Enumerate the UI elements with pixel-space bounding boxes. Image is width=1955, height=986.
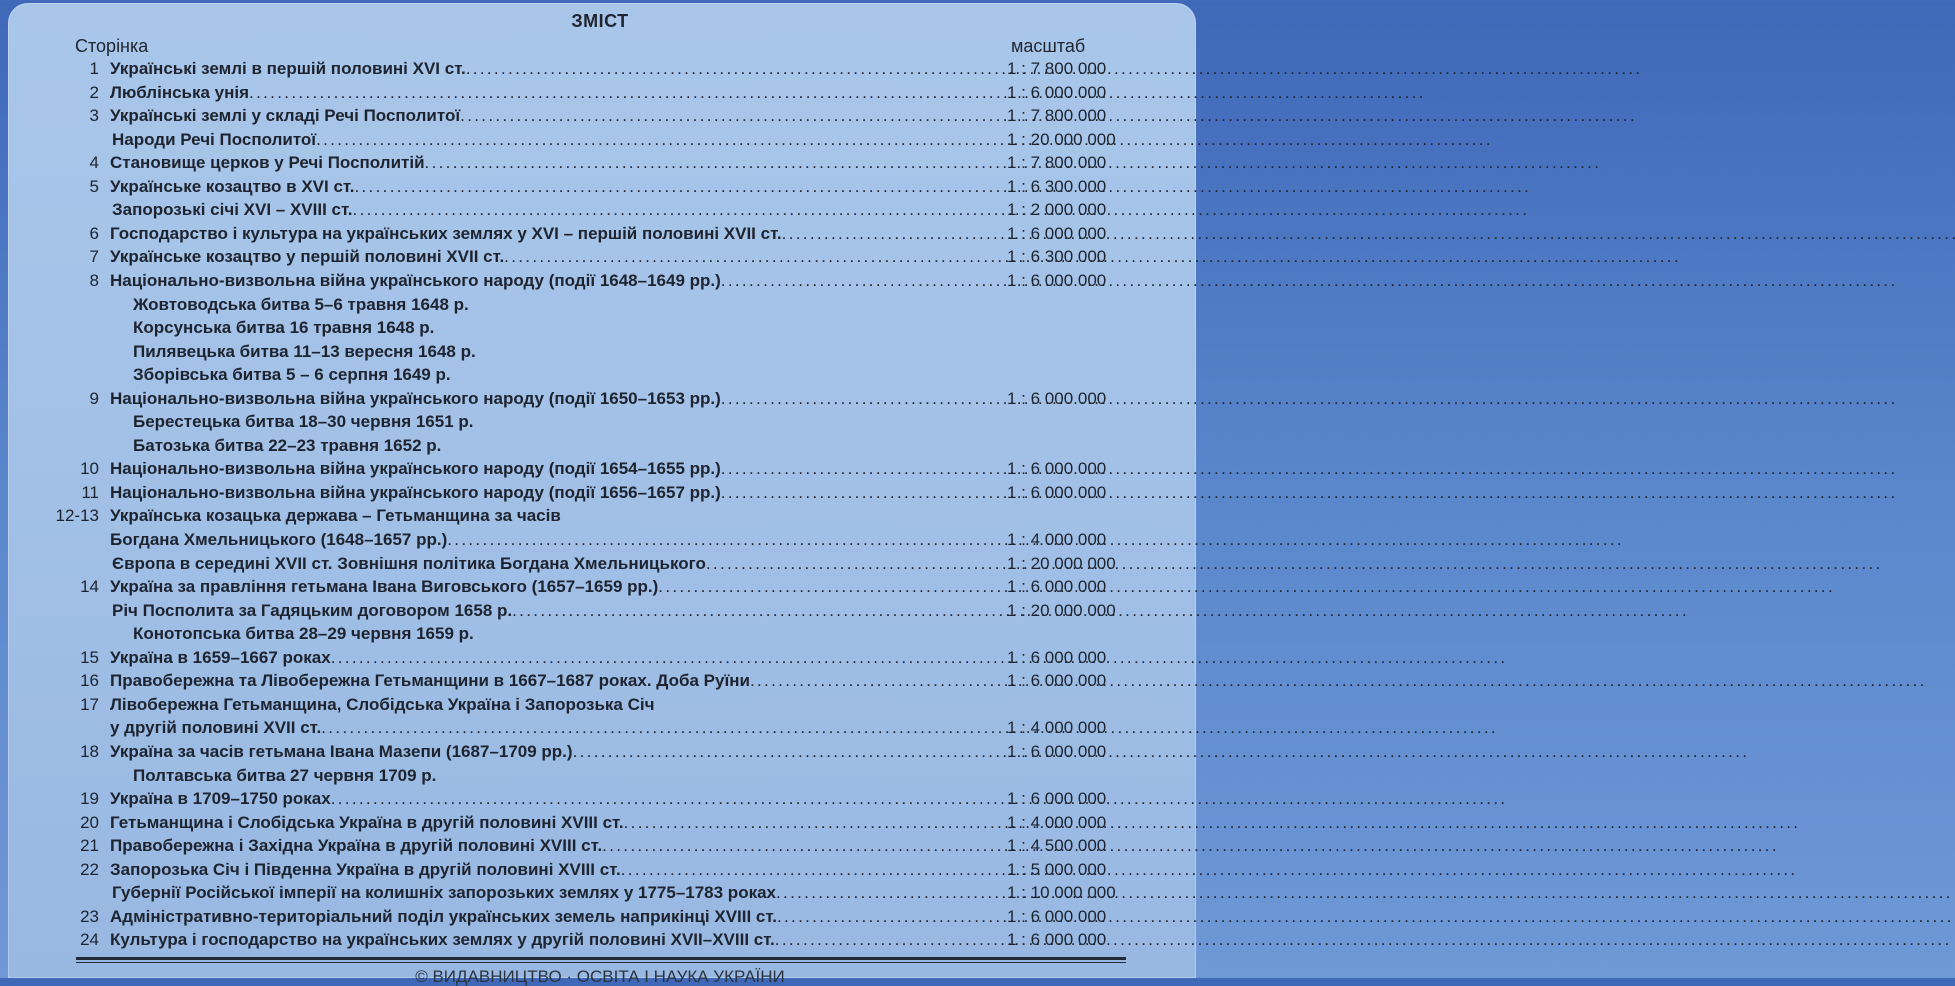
toc-entry bbox=[0, 670, 1200, 693]
toc-scale: 1 : 20 000 000 bbox=[1007, 600, 1116, 620]
toc-page-number: 5 bbox=[89, 176, 99, 196]
toc-entry-title: Культура і господарство на українських землях у другій половині XVII–XVIII ст. . . . bbox=[110, 929, 1003, 952]
toc-scale: 1 : 6 000 000 bbox=[1007, 671, 1107, 691]
toc-entry bbox=[0, 270, 1200, 293]
toc-entry bbox=[0, 553, 1200, 576]
toc-entry-title: Національно-визвольна війна українського народу (події 1648–1649 рр.) . . . bbox=[110, 270, 1003, 293]
toc-entry bbox=[0, 882, 1200, 905]
toc-page-number: 6 bbox=[89, 223, 99, 243]
toc-scale: 1 : 6 000 000 bbox=[1007, 647, 1107, 667]
toc-page-number: 10 bbox=[80, 459, 99, 479]
toc-page-number: 23 bbox=[80, 906, 99, 926]
toc-scale: 1 : 10 000 000 bbox=[1007, 883, 1116, 903]
toc-page-number: 17 bbox=[80, 694, 99, 714]
toc-entry bbox=[0, 765, 1200, 788]
toc-entry-title: Українські землі у складі Речі Посполитої . . . bbox=[110, 105, 1003, 128]
toc-entry bbox=[0, 199, 1200, 222]
toc-scale: 1 : 20 000 000 bbox=[1007, 553, 1116, 573]
toc-entry-title: Європа в середині XVII ст. Зовнішня політика Богдана Хмельницького . . . bbox=[112, 553, 1005, 576]
toc-entry bbox=[0, 647, 1200, 670]
toc-entry bbox=[0, 482, 1200, 505]
toc-entry bbox=[0, 694, 1200, 717]
toc-page-number: 12-13 bbox=[55, 506, 99, 526]
toc-entry-title: Українська козацька держава – Гетьманщина за часів bbox=[110, 506, 561, 526]
toc-entry bbox=[0, 388, 1200, 411]
toc-page-number: 14 bbox=[80, 577, 99, 597]
toc-entry bbox=[0, 58, 1200, 81]
toc-page-number: 24 bbox=[80, 930, 99, 950]
toc-entry bbox=[0, 859, 1200, 882]
toc-page-number: 11 bbox=[81, 482, 99, 502]
bottom-rule bbox=[76, 957, 1126, 960]
toc-entry-title: Національно-визвольна війна українського народу (події 1656–1657 рр.) . . . bbox=[110, 482, 1003, 505]
page-title: ЗМІСТ bbox=[571, 11, 629, 31]
toc-page-number: 9 bbox=[89, 388, 99, 408]
toc-entry bbox=[0, 458, 1200, 481]
toc-entry bbox=[0, 152, 1200, 175]
toc-scale: 1 : 6 000 000 bbox=[1007, 82, 1107, 102]
toc-entry-title: Україна за правління гетьмана Івана Виговського (1657–1659 рр.) . . . bbox=[110, 576, 1003, 599]
toc-entry-title: Запорозькі січі XVI – XVIII ст. . . . bbox=[112, 199, 1005, 222]
toc-entry bbox=[0, 435, 1200, 458]
toc-scale: 1 : 7 800 000 bbox=[1007, 106, 1107, 126]
toc-entry bbox=[0, 929, 1200, 952]
toc-entry-title: Українське козацтво у першій половині XVII ст. . . . bbox=[110, 246, 1003, 269]
toc-entry-title: Україна в 1709–1750 роках . . . bbox=[110, 788, 1003, 811]
toc-entry bbox=[0, 788, 1200, 811]
toc-entry bbox=[0, 246, 1200, 269]
toc-page-number: 16 bbox=[80, 671, 99, 691]
bottom-rule-thin bbox=[76, 962, 1126, 963]
toc-entry-title: Корсунська битва 16 травня 1648 р. bbox=[133, 318, 435, 338]
toc-entry-title: Народи Речі Посполитої . . . bbox=[112, 129, 1005, 152]
toc-scale: 1 : 4 000 000 bbox=[1007, 718, 1107, 738]
toc-entry-title: Запорозька Січ і Південна Україна в другій половині XVIII ст. . . . bbox=[110, 859, 1003, 882]
toc-scale: 1 : 6 000 000 bbox=[1007, 270, 1107, 290]
toc-entry bbox=[0, 223, 1200, 246]
toc-page-number: 7 bbox=[89, 247, 99, 267]
toc-page-number: 18 bbox=[80, 741, 99, 761]
toc-entry-title: Батозька битва 22–23 травня 1652 р. bbox=[133, 435, 442, 455]
toc-entry-title: Правобережна та Лівобережна Гетьманщини в 1667–1687 роках. Доба Руїни . . . bbox=[110, 670, 1003, 693]
toc-entry-title: Губернії Російської імперії на колишніх запорозьких землях у 1775–1783 роках . . . bbox=[112, 882, 1005, 905]
toc-scale: 1 : 6 000 000 bbox=[1007, 741, 1107, 761]
toc-page-number: 1 bbox=[89, 59, 99, 78]
toc-scale: 1 : 6 300 000 bbox=[1007, 176, 1107, 196]
toc-page-number: 3 bbox=[89, 106, 99, 126]
toc-entry-title: Зборівська битва 5 – 6 серпня 1649 р. bbox=[133, 365, 451, 385]
toc-entry-title: Становище церков у Речі Посполитій . . . bbox=[110, 152, 1003, 175]
toc-entry bbox=[0, 576, 1200, 599]
toc-entry bbox=[0, 129, 1200, 152]
toc-scale: 1 : 6 000 000 bbox=[1007, 459, 1107, 479]
toc-entry-title: Полтавська битва 27 червня 1709 р. bbox=[133, 765, 437, 785]
toc-page-number: 15 bbox=[80, 647, 99, 667]
toc-entry bbox=[0, 741, 1200, 764]
toc-scale: 1 : 6 000 000 bbox=[1007, 906, 1107, 926]
scale-column-header: масштаб bbox=[1011, 36, 1086, 56]
toc-entry-title: Берестецька битва 18–30 червня 1651 р. bbox=[133, 412, 474, 432]
toc-entry bbox=[0, 364, 1200, 387]
toc-entry bbox=[0, 341, 1200, 364]
toc-scale: 1 : 6 000 000 bbox=[1007, 482, 1107, 502]
toc-entry-title: у другій половині XVII ст. . . . bbox=[110, 717, 1003, 740]
toc-entry-title: Українські землі в першій половині XVI ст. . . . bbox=[110, 58, 1003, 81]
toc-scale: 1 : 4 500 000 bbox=[1007, 836, 1107, 856]
toc-entry bbox=[0, 82, 1200, 105]
toc-page-number: 2 bbox=[89, 82, 99, 102]
toc-entry-title: Лівобережна Гетьманщина, Слобідська Україна і Запорозька Січ bbox=[110, 694, 655, 714]
toc-entry-title: Конотопська битва 28–29 червня 1659 р. bbox=[133, 624, 474, 644]
toc-scale: 1 : 6 300 000 bbox=[1007, 247, 1107, 267]
toc-entry bbox=[0, 812, 1200, 835]
toc-entry-title: Національно-визвольна війна українського народу (події 1650–1653 рр.) . . . bbox=[110, 388, 1003, 411]
toc-scale: 1 : 6 000 000 bbox=[1007, 577, 1107, 597]
toc-entry bbox=[0, 600, 1200, 623]
toc-entry bbox=[0, 317, 1200, 340]
footer-text: © ВИДАВНИЦТВО · ОСВІТА І НАУКА УКРАЇНИ bbox=[415, 967, 785, 986]
toc-entry-title: Україна за часів гетьмана Івана Мазепи (1687–1709 рр.) . . . bbox=[110, 741, 1003, 764]
page-column-header: Сторінка bbox=[75, 36, 149, 56]
toc-page-number: 22 bbox=[80, 859, 99, 879]
toc-entry-title: Богдана Хмельницького (1648–1657 рр.) . . . bbox=[110, 529, 1003, 552]
toc-entry bbox=[0, 717, 1200, 740]
toc-scale: 1 : 20 000 000 bbox=[1007, 129, 1116, 149]
toc-entry-title: Люблінська унія . . . bbox=[110, 82, 1003, 105]
toc-page-number: 21 bbox=[80, 836, 99, 856]
toc-entry-title: Національно-визвольна війна українського народу (події 1654–1655 рр.) . . . bbox=[110, 458, 1003, 481]
toc-entry bbox=[0, 529, 1200, 552]
toc-scale: 1 : 4 000 000 bbox=[1007, 530, 1107, 549]
toc-page-number: 8 bbox=[89, 270, 99, 290]
toc-entry-title: Правобережна і Західна Україна в другій половині XVIII ст. . . . bbox=[110, 835, 1003, 858]
toc-scale: 1 : 7 800 000 bbox=[1007, 153, 1107, 173]
toc-scale: 1 : 6 000 000 bbox=[1007, 223, 1107, 243]
toc-entry bbox=[0, 105, 1200, 128]
toc-scale: 1 : 5 000 000 bbox=[1007, 859, 1107, 879]
toc-entry bbox=[0, 411, 1200, 434]
toc-scale: 1 : 6 000 000 bbox=[1007, 930, 1107, 950]
toc-scale: 1 : 7 800 000 bbox=[1007, 59, 1107, 78]
toc-page-number: 4 bbox=[89, 153, 99, 173]
toc-scale: 1 : 2 000 000 bbox=[1007, 200, 1107, 220]
toc-entry-title: Адміністративно-територіальний поділ українських земель наприкінці XVIII ст. . . . bbox=[110, 906, 1003, 929]
toc-entry-title: Українське козацтво в XVI ст. . . . bbox=[110, 176, 1003, 199]
toc-entry-title: Пилявецька битва 11–13 вересня 1648 р. bbox=[133, 341, 476, 361]
toc-entry-title: Жовтоводська битва 5–6 травня 1648 р. bbox=[133, 294, 469, 314]
toc-scale: 1 : 4 000 000 bbox=[1007, 812, 1107, 832]
toc-entry bbox=[0, 835, 1200, 858]
toc-scale: 1 : 6 000 000 bbox=[1007, 388, 1107, 408]
toc-scale: 1 : 6 000 000 bbox=[1007, 789, 1107, 809]
toc-entry-title: Господарство і культура на українських землях у XVI – першій половині XVII ст. . . . bbox=[110, 223, 1003, 246]
toc-entry bbox=[0, 294, 1200, 317]
toc-entry bbox=[0, 623, 1200, 646]
toc-entry bbox=[0, 176, 1200, 199]
toc-entry-title: Гетьманщина і Слобідська Україна в другій половині XVIII ст. . . . bbox=[110, 812, 1003, 835]
toc-entry-title: Річ Посполита за Гадяцьким договором 1658 р. . . . bbox=[112, 600, 1005, 623]
toc-page-number: 20 bbox=[80, 812, 99, 832]
toc-entry bbox=[0, 505, 1200, 528]
toc-page-number: 19 bbox=[80, 789, 99, 809]
toc-entry-title: Україна в 1659–1667 роках . . . bbox=[110, 647, 1003, 670]
toc-entry bbox=[0, 906, 1200, 929]
